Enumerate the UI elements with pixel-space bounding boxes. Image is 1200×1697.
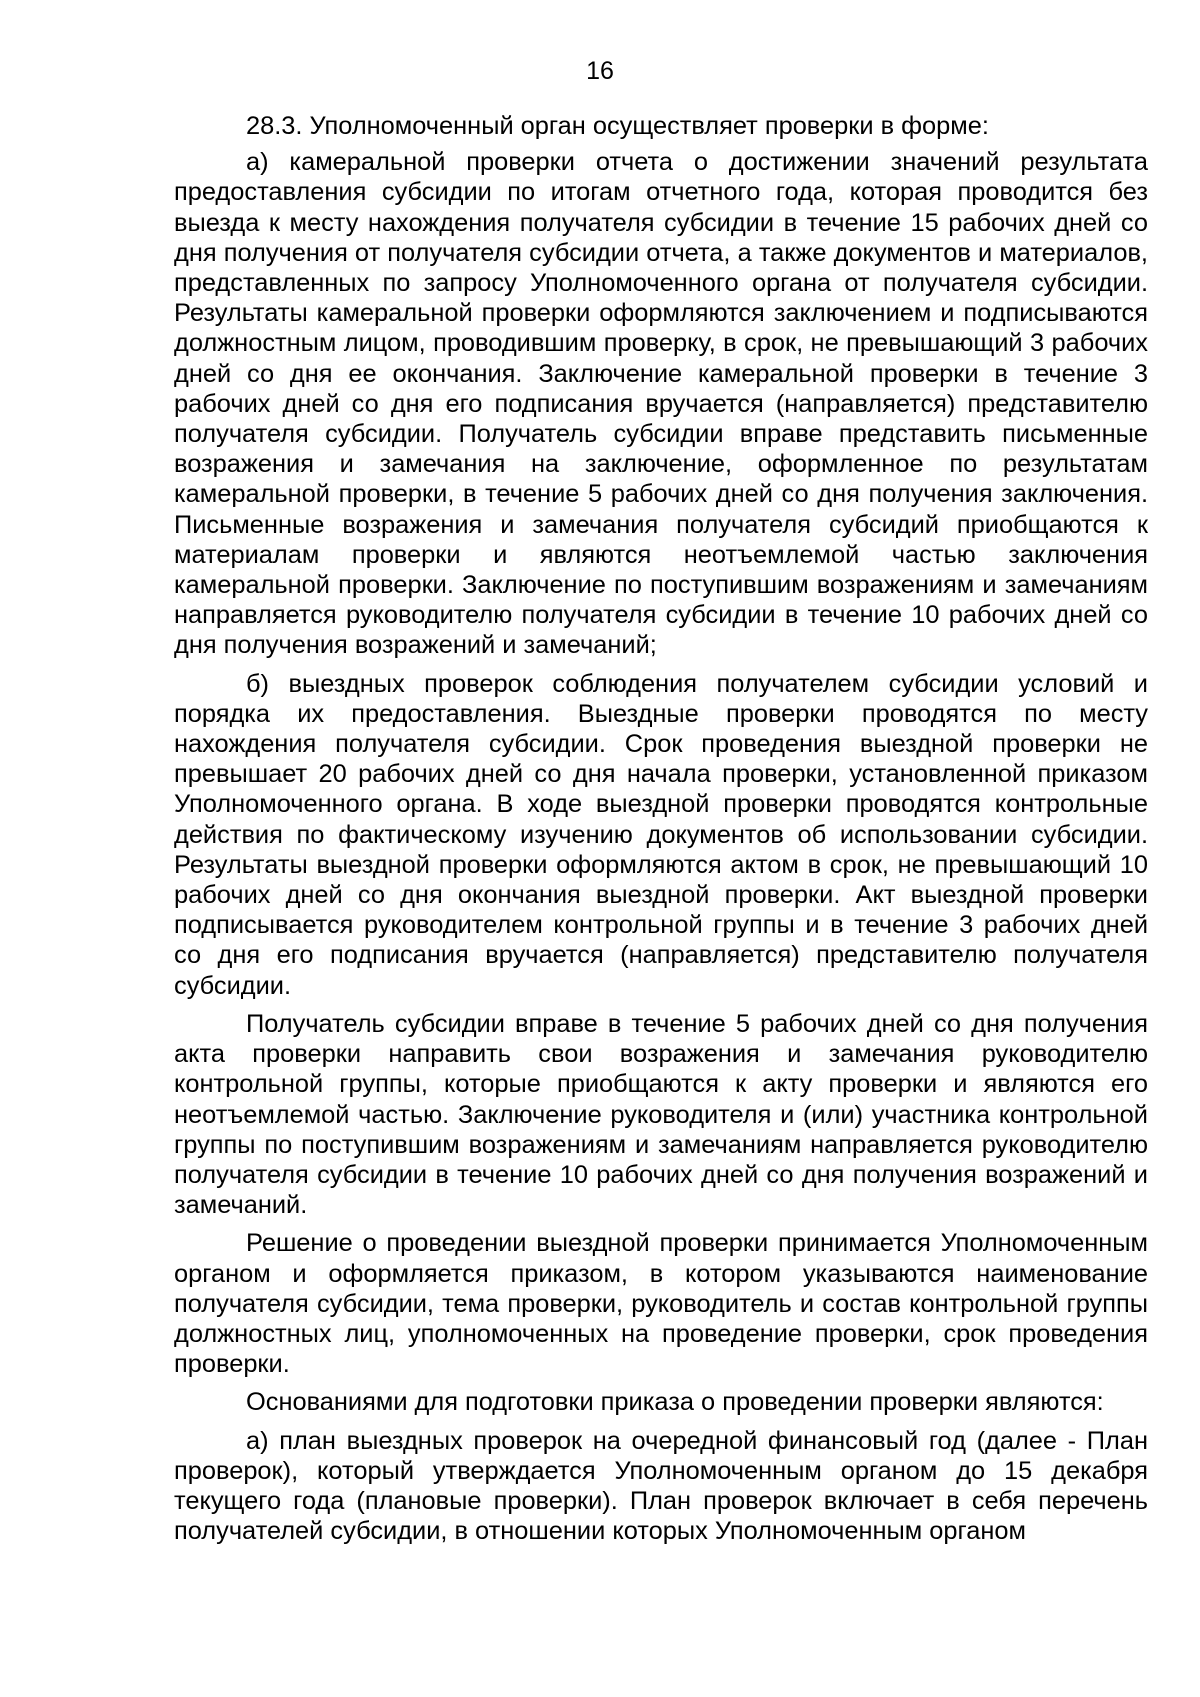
paragraph-objections: Получатель субсидии вправе в течение 5 рабочих дней со дня получения акта проверки направить свои возражения и замечания руководителю контрольной группы, которые приобщаются к акту проверки и являются его неотъемлемой частью. Заключение руководителя и (или) участника контрольной группы по поступившим возражениям и замечаниям направляется руководителю получателя субсидии в течение 10 рабочих дней со дня получения возражений и замечаний. (174, 1009, 1148, 1220)
paragraph-audit-decision: Решение о проведении выездной проверки принимается Уполномоченным органом и оформляется приказом, в котором указываются наименование получателя субсидии, тема проверки, руководитель и состав контрольной группы должностных лиц, уполномоченных на проведение проверки, срок проведения проверки. (174, 1229, 1148, 1379)
paragraph-field-audit: б) выездных проверок соблюдения получателем субсидии условий и порядка их предоставления. Выездные проверки проводятся по месту нахождения получателя субсидии. Срок проведения выездной проверки не превышает 20 рабочих дней со дня начала проверки, установленной приказом Уполномоченного органа. В ходе выездной проверки проводятся контрольные действия по фактическому изучению документов об использовании субсидии. Результаты выездной проверки оформляются актом в срок, не превышающий 10 рабочих дней со дня окончания выездной проверки. Акт выездной проверки подписывается руководителем контрольной группы и в течение 3 рабочих дней со дня его подписания вручается (направляется) представителю получателя субсидии. (174, 669, 1148, 1000)
paragraph-desk-audit: а) камеральной проверки отчета о достижении значений результата предоставления субсидии по итогам отчетного года, которая проводится без выезда к месту нахождения получателя субсидии в течение 15 рабочих дней со дня получения от получателя субсидии отчета, а также документов и материалов, представленных по запросу Уполномоченного органа от получателя субсидии. Результаты камеральной проверки оформляются заключением и подписываются должностным лицом, проводившим проверку, в срок, не превышающий 3 рабочих дней со дня ее окончания. Заключение камеральной проверки в течение 3 рабочих дней со дня его подписания вручается (направляется) представителю получателя субсидии. Получатель субсидии вправе представить письменные возражения и замечания на заключение, оформленное по результатам камеральной проверки, в течение 5 рабочих дней со дня получения заключения. Письменные возражения и замечания получателя субсидий приобщаются к материалам проверки и являются неотъемлемой частью заключения камеральной проверки. Заключение по поступившим возражениям и замечаниям направляется руководителю получателя субсидии в течение 10 рабочих дней со дня получения возражений и замечаний; (174, 148, 1148, 660)
document-body (174, 111, 1148, 1554)
paragraph-audit-plan: а) план выездных проверок на очередной финансовый год (далее - План проверок), который утверждается Уполномоченным органом до 15 декабря текущего года (плановые проверки). План проверок включает в себя перечень получателей субсидии, в отношении которых Уполномоченным органом (174, 1426, 1148, 1546)
paragraph-section-28-3: 28.3. Уполномоченный орган осуществляет проверки в форме: (246, 112, 989, 140)
page-number: 16 (586, 57, 614, 85)
paragraph-order-grounds: Основаниями для подготовки приказа о проведении проверки являются: (246, 1388, 1104, 1417)
